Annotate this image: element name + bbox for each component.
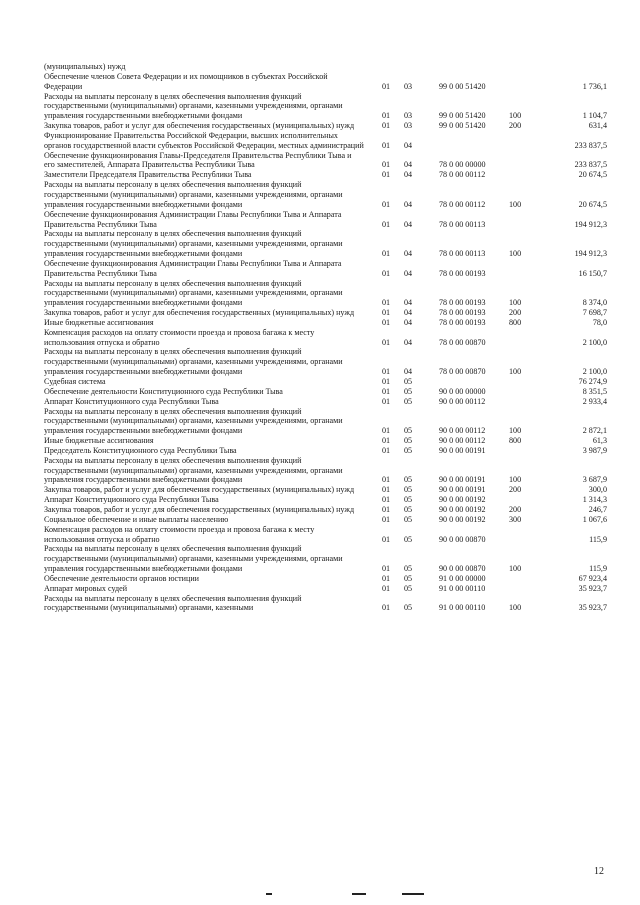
row-podrazdel: 05 [404, 495, 413, 505]
row-razdel: 01 [382, 495, 391, 505]
row-sum: 2 100,0 [582, 367, 607, 377]
row-sum: 67 923,4 [578, 573, 607, 583]
row-podrazdel: 05 [404, 504, 413, 514]
scan-mark [352, 893, 366, 895]
row-csr: 78 0 00 00000 [439, 160, 486, 170]
table-row [44, 387, 609, 397]
row-vr: 100 [509, 475, 522, 485]
row-vr: 200 [509, 504, 522, 514]
row-sum: 233 837,5 [574, 140, 607, 150]
row-podrazdel: 04 [404, 317, 413, 327]
row-name: Иные бюджетные ассигнования [44, 317, 154, 327]
row-podrazdel: 03 [404, 121, 413, 131]
row-podrazdel: 05 [404, 386, 413, 396]
row-name: Социальное обеспечение и иные выплаты населению [44, 514, 229, 524]
table-row [44, 259, 609, 279]
row-razdel: 01 [382, 81, 391, 91]
row-sum: 20 674,5 [578, 170, 607, 180]
row-name: Закупка товаров, работ и услуг для обеспечения государственных (муниципальных) нужд [44, 308, 355, 318]
row-csr: 90 0 00 00870 [439, 564, 486, 574]
row-csr: 90 0 00 00192 [439, 504, 486, 514]
row-name: Компенсация расходов на оплату стоимости проезда и провоза багажа к месту использования отпуска и обратно [44, 327, 315, 347]
row-sum: 8 351,5 [582, 386, 607, 396]
row-name: Расходы на выплаты персоналу в целях обеспечения выполнения функций государственными (муниципальными) органами, казенными учреждениями, органами управления государственными внебюджетными фондами [44, 544, 343, 574]
row-name: Расходы на выплаты персоналу в целях обеспечения выполнения функций государственными (муниципальными) органами, казенными учреждениями, органами управления государственными внебюджетными фондами [44, 347, 343, 377]
row-podrazdel: 04 [404, 140, 413, 150]
row-podrazdel: 05 [404, 436, 413, 446]
row-sum: 194 912,3 [574, 249, 607, 259]
row-razdel: 01 [382, 445, 391, 455]
row-csr: 78 0 00 00193 [439, 268, 486, 278]
row-csr: 78 0 00 00113 [439, 219, 486, 229]
table-row [44, 485, 609, 495]
row-razdel: 01 [382, 160, 391, 170]
row-name: Судебная система [44, 377, 106, 386]
row-name: Закупка товаров, работ и услуг для обеспечения государственных (муниципальных) нужд [44, 504, 355, 514]
table-row [44, 495, 609, 505]
row-name: Закупка товаров, работ и услуг для обеспечения государственных (муниципальных) нужд [44, 485, 355, 495]
row-csr: 78 0 00 00112 [439, 199, 486, 209]
row-vr: 200 [509, 308, 522, 318]
row-vr: 800 [509, 317, 522, 327]
row-csr: 99 0 00 51420 [439, 121, 486, 131]
row-razdel: 01 [382, 249, 391, 259]
table-row [44, 229, 609, 259]
row-csr: 91 0 00 00000 [439, 573, 486, 583]
row-name: Расходы на выплаты персоналу в целях обеспечения выполнения функций государственными (муниципальными) органами, казенными учреждениями, органами управления государственными внебюджетными фондами [44, 455, 343, 485]
table-row [44, 131, 609, 151]
row-vr: 100 [509, 564, 522, 574]
table-row [44, 407, 609, 437]
row-podrazdel: 04 [404, 219, 413, 229]
row-name: Функционирование Правительства Российской Федерации, высших исполнительных органов государственной власти субъектов Российской Федерации, местных администраций [44, 130, 364, 150]
row-name: Обеспечение функционирования Администрации Главы Республики Тыва и Аппарата Правительства Республики Тыва [44, 258, 342, 278]
row-razdel: 01 [382, 337, 391, 347]
table-row [44, 436, 609, 446]
row-name: Аппарат Конституционного суда Республики Тыва [44, 396, 219, 406]
table-row [44, 446, 609, 456]
table-row [44, 318, 609, 328]
row-csr: 90 0 00 00112 [439, 426, 486, 436]
row-sum: 3 687,9 [582, 475, 607, 485]
row-podrazdel: 03 [404, 81, 413, 91]
row-csr: 90 0 00 00112 [439, 396, 486, 406]
row-podrazdel: 04 [404, 367, 413, 377]
table-row [44, 72, 609, 92]
table-row [44, 151, 609, 171]
row-podrazdel: 04 [404, 170, 413, 180]
row-csr: 91 0 00 00110 [439, 583, 486, 593]
row-csr: 78 0 00 00193 [439, 308, 486, 318]
row-razdel: 01 [382, 436, 391, 446]
table-row [44, 92, 609, 122]
row-name: Расходы на выплаты персоналу в целях обеспечения выполнения функций государственными (муниципальными) органами, казенными учреждениями, органами управления государственными внебюджетными фондами [44, 278, 343, 308]
row-razdel: 01 [382, 514, 391, 524]
row-razdel: 01 [382, 317, 391, 327]
row-podrazdel: 04 [404, 268, 413, 278]
row-csr: 91 0 00 00110 [439, 603, 486, 613]
row-vr: 300 [509, 514, 522, 524]
row-csr: 90 0 00 00192 [439, 514, 486, 524]
row-razdel: 01 [382, 111, 391, 121]
table-row [44, 397, 609, 407]
row-podrazdel: 05 [404, 583, 413, 593]
row-sum: 76 274,9 [578, 377, 607, 386]
row-razdel: 01 [382, 583, 391, 593]
row-razdel: 01 [382, 367, 391, 377]
row-sum: 2 872,1 [582, 426, 607, 436]
row-sum: 233 837,5 [574, 160, 607, 170]
row-vr: 100 [509, 249, 522, 259]
row-vr: 100 [509, 603, 522, 613]
table-row [44, 279, 609, 309]
row-csr: 78 0 00 00193 [439, 298, 486, 308]
row-razdel: 01 [382, 396, 391, 406]
row-razdel: 01 [382, 504, 391, 514]
row-name: Расходы на выплаты персоналу в целях обеспечения выполнения функций государственными (муниципальными) органами, казенными учреждениями, органами управления государственными внебюджетными фондами [44, 180, 343, 209]
row-razdel: 01 [382, 199, 391, 209]
row-sum: 20 674,5 [578, 199, 607, 209]
row-razdel: 01 [382, 603, 391, 613]
row-vr: 100 [509, 426, 522, 436]
row-sum: 2 100,0 [582, 337, 607, 347]
row-csr: 78 0 00 00112 [439, 170, 486, 180]
row-podrazdel: 04 [404, 160, 413, 170]
row-csr: 90 0 00 00191 [439, 475, 486, 485]
table-row [44, 515, 609, 525]
row-razdel: 01 [382, 485, 391, 495]
row-podrazdel: 04 [404, 249, 413, 259]
row-name: Обеспечение членов Совета Федерации и их помощников в субъектах Российской Федерации [44, 71, 328, 91]
row-csr: 78 0 00 00193 [439, 317, 486, 327]
scan-mark [402, 893, 424, 895]
row-vr: 200 [509, 485, 522, 495]
row-sum: 115,9 [589, 564, 607, 574]
row-name: Компенсация расходов на оплату стоимости проезда и провоза багажа к месту использования отпуска и обратно [44, 524, 315, 544]
row-sum: 35 923,7 [578, 603, 607, 613]
row-podrazdel: 04 [404, 337, 413, 347]
table-row [44, 456, 609, 486]
page-number: 12 [594, 866, 604, 877]
row-razdel: 01 [382, 475, 391, 485]
row-csr: 90 0 00 00191 [439, 445, 486, 455]
row-csr: 99 0 00 51420 [439, 81, 486, 91]
row-name: Расходы на выплаты персоналу в целях обеспечения выполнения функций государственными (муниципальными) органами, казенными учреждениями, органами управления государственными внебюджетными фондами [44, 91, 343, 121]
row-podrazdel: 03 [404, 111, 413, 121]
row-razdel: 01 [382, 564, 391, 574]
row-podrazdel: 04 [404, 199, 413, 209]
row-name: Расходы на выплаты персоналу в целях обеспечения выполнения функций государственными (муниципальными) органами, казенными [44, 593, 302, 613]
row-name: Обеспечение функционирования Администрации Главы Республики Тыва и Аппарата Правительства Республики Тыва [44, 209, 342, 229]
row-csr: 90 0 00 00192 [439, 495, 486, 505]
row-podrazdel: 05 [404, 514, 413, 524]
table-row [44, 584, 609, 594]
row-vr: 100 [509, 298, 522, 308]
row-razdel: 01 [382, 534, 391, 544]
row-vr: 100 [509, 199, 522, 209]
row-sum: 2 933,4 [582, 396, 607, 406]
table-row [44, 544, 609, 574]
row-podrazdel: 04 [404, 298, 413, 308]
row-name: Обеспечение функционирования Главы-Председателя Правительства Республики Тыва и его заместителей, Аппарата Правительства Республики Тыва [44, 150, 352, 170]
table-row [44, 170, 609, 180]
table-row [44, 574, 609, 584]
row-name: Закупка товаров, работ и услуг для обеспечения государственных (муниципальных) нужд [44, 121, 355, 131]
row-podrazdel: 05 [404, 573, 413, 583]
scan-mark [266, 893, 272, 895]
table-row [44, 62, 609, 72]
row-csr: 90 0 00 00870 [439, 534, 486, 544]
row-razdel: 01 [382, 268, 391, 278]
row-csr: 90 0 00 00112 [439, 436, 486, 446]
table-row [44, 180, 609, 210]
row-sum: 246,7 [588, 504, 607, 514]
row-name: Обеспечение деятельности Конституционного суда Республики Тыва [44, 386, 283, 396]
row-podrazdel: 05 [404, 564, 413, 574]
row-podrazdel: 05 [404, 396, 413, 406]
row-sum: 16 150,7 [578, 268, 607, 278]
row-sum: 35 923,7 [578, 583, 607, 593]
row-podrazdel: 05 [404, 603, 413, 613]
table-row [44, 121, 609, 131]
row-podrazdel: 05 [404, 485, 413, 495]
row-razdel: 01 [382, 426, 391, 436]
row-name: Обеспечение деятельности органов юстиции [44, 573, 199, 583]
row-razdel: 01 [382, 170, 391, 180]
row-csr: 78 0 00 00113 [439, 249, 486, 259]
row-csr: 99 0 00 51420 [439, 111, 486, 121]
row-vr: 100 [509, 111, 522, 121]
row-podrazdel: 05 [404, 445, 413, 455]
row-vr: 200 [509, 121, 522, 131]
row-vr: 800 [509, 436, 522, 446]
row-name: (муниципальных) нужд [44, 62, 126, 71]
row-sum: 61,3 [592, 436, 607, 446]
row-sum: 1 067,6 [582, 514, 607, 524]
row-name: Заместители Председателя Правительства Республики Тыва [44, 170, 252, 180]
table-row [44, 505, 609, 515]
row-podrazdel: 05 [404, 534, 413, 544]
table-row [44, 347, 609, 377]
row-name: Аппарат мировых судей [44, 583, 128, 593]
row-csr: 90 0 00 00191 [439, 485, 486, 495]
row-sum: 1 104,7 [582, 111, 607, 121]
row-sum: 3 987,9 [582, 445, 607, 455]
row-podrazdel: 05 [404, 377, 413, 386]
table-row [44, 525, 609, 545]
row-sum: 300,0 [588, 485, 607, 495]
row-csr: 78 0 00 00870 [439, 367, 486, 377]
row-name: Расходы на выплаты персоналу в целях обеспечения выполнения функций государственными (муниципальными) органами, казенными учреждениями, органами управления государственными внебюджетными фондами [44, 406, 343, 436]
row-razdel: 01 [382, 121, 391, 131]
table-row [44, 377, 609, 387]
row-sum: 631,4 [588, 121, 607, 131]
row-razdel: 01 [382, 219, 391, 229]
row-csr: 90 0 00 00000 [439, 386, 486, 396]
row-podrazdel: 05 [404, 475, 413, 485]
row-sum: 115,9 [589, 534, 607, 544]
row-name: Аппарат Конституционного суда Республики Тыва [44, 495, 219, 505]
row-razdel: 01 [382, 377, 391, 386]
budget-table [44, 62, 609, 613]
row-sum: 1 314,3 [582, 495, 607, 505]
row-razdel: 01 [382, 298, 391, 308]
row-sum: 78,0 [592, 317, 607, 327]
row-podrazdel: 04 [404, 308, 413, 318]
table-row [44, 210, 609, 230]
table-row [44, 594, 609, 614]
row-razdel: 01 [382, 140, 391, 150]
row-sum: 8 374,0 [582, 298, 607, 308]
row-name: Председатель Конституционного суда Республики Тыва [44, 445, 237, 455]
row-name: Расходы на выплаты персоналу в целях обеспечения выполнения функций государственными (муниципальными) органами, казенными учреждениями, органами управления государственными внебюджетными фондами [44, 229, 343, 259]
table-row [44, 308, 609, 318]
table-row [44, 328, 609, 348]
row-razdel: 01 [382, 308, 391, 318]
row-name: Иные бюджетные ассигнования [44, 436, 154, 446]
row-sum: 194 912,3 [574, 219, 607, 229]
row-csr: 78 0 00 00870 [439, 337, 486, 347]
row-razdel: 01 [382, 386, 391, 396]
row-vr: 100 [509, 367, 522, 377]
row-sum: 7 698,7 [582, 308, 607, 318]
row-podrazdel: 05 [404, 426, 413, 436]
row-razdel: 01 [382, 573, 391, 583]
row-sum: 1 736,1 [582, 81, 607, 91]
